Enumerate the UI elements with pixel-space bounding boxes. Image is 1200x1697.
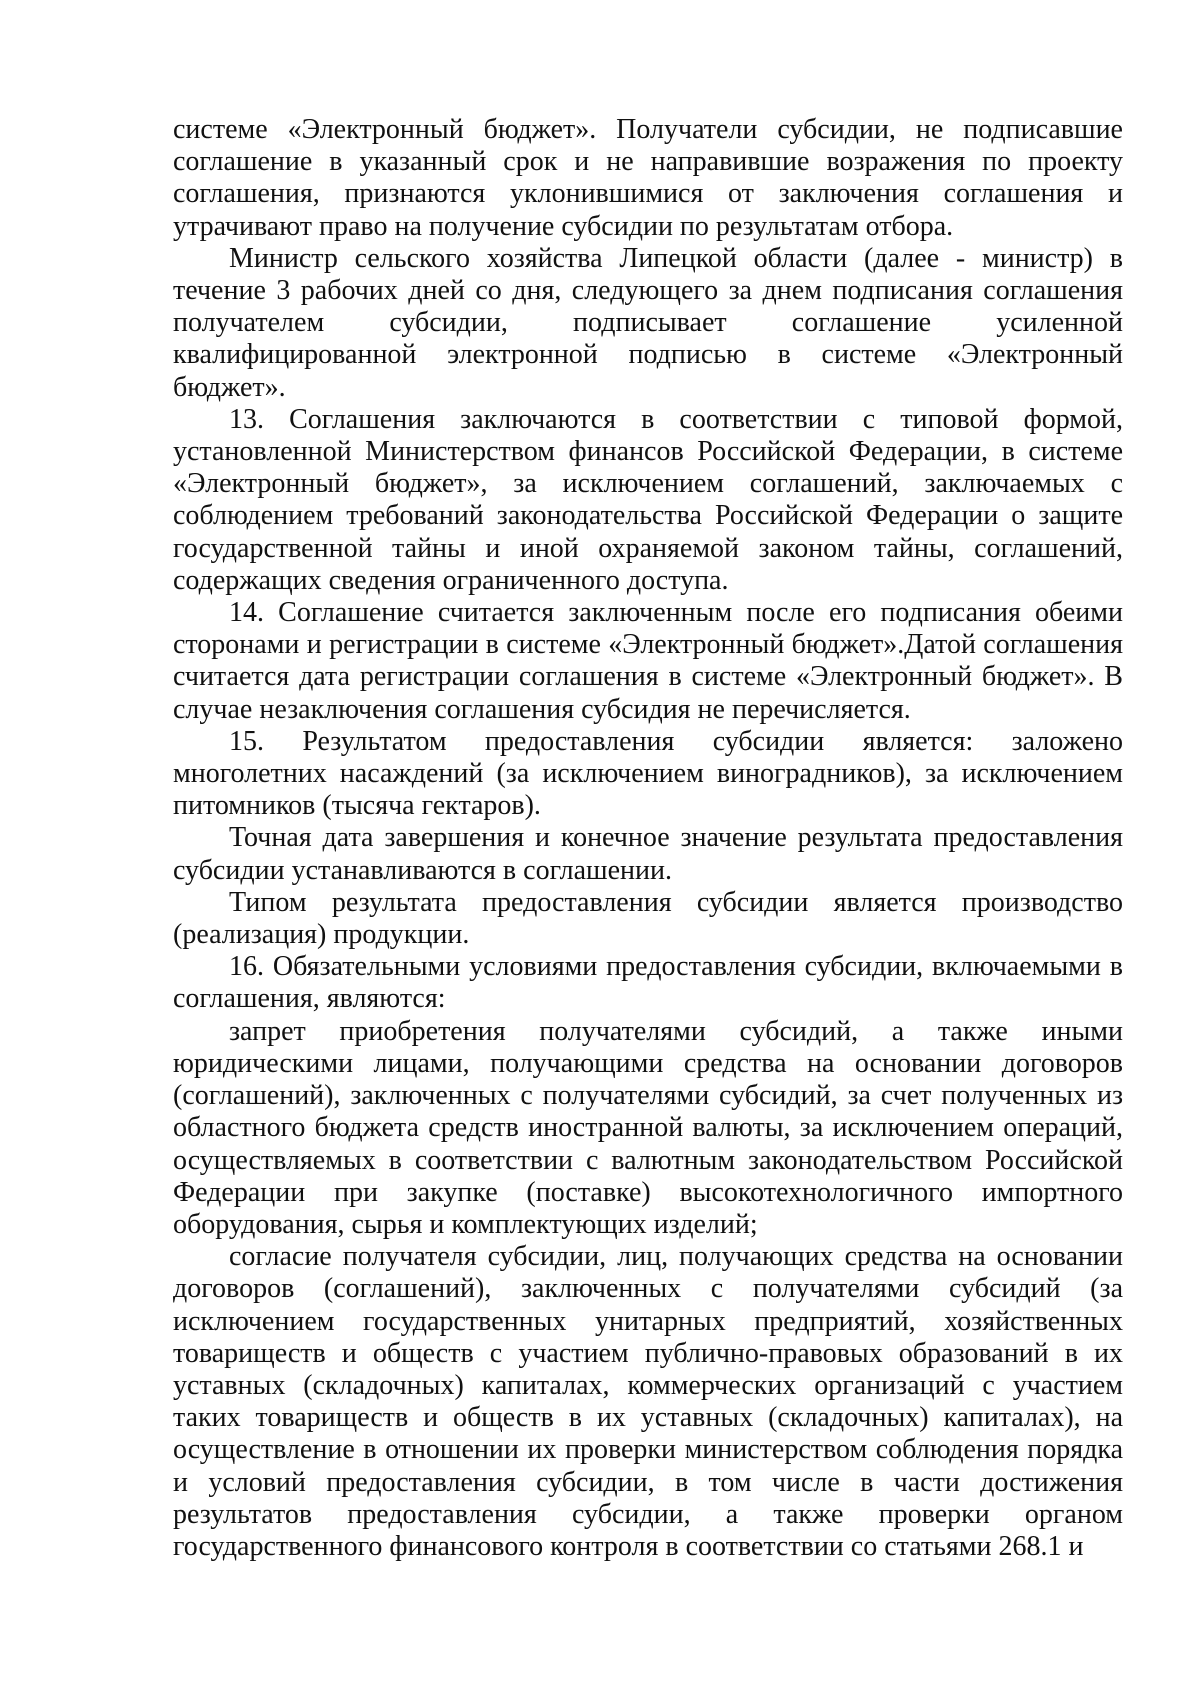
paragraph-14-agreement-concluded: 14. Соглашение считается заключенным после его подписания обеими сторонами и регистрации в системе «Электронный бюджет».Датой соглашения считается дата регистрации соглашения в системе «Электронный бюджет». В случае незаключения соглашения субсидия не перечисляется. bbox=[173, 597, 1123, 725]
paragraph-minister-signature: Министр сельского хозяйства Липецкой области (далее - министр) в течение 3 рабочих дней со дня, следующего за днем подписания соглашения получателем субсидии, подписывает соглашение усиленной квалифицированной электронной подписью в системе «Электронный бюджет». bbox=[173, 242, 1123, 403]
paragraph-result-type: Типом результата предоставления субсидии является производство (реализация) продукции. bbox=[173, 886, 1123, 951]
paragraph-15-subsidy-result: 15. Результатом предоставления субсидии является: заложено многолетних насаждений (за исключением виноградников), за исключением питомников (тысяча гектаров). bbox=[173, 725, 1123, 822]
paragraph-16-mandatory-conditions: 16. Обязательными условиями предоставления субсидии, включаемыми в соглашения, являются: bbox=[173, 951, 1123, 1015]
paragraph-inspection-consent: согласие получателя субсидии, лиц, получающих средства на основании договоров (соглашений), заключенных с получателями субсидий (за исключением государственных унитарных предприятий, хозяйственных товариществ и обществ с участием публично-правовых образований в их уставных (складочных) капиталах, коммерческих организаций с участием таких товариществ и обществ в их уставных (складочных) капиталах), на осуществление в отношении их проверки министерством соблюдения порядка и условий предоставления субсидии, в том числе в части достижения результатов предоставления субсидии, а также проверки органом государственного финансового контроля в соответствии со статьями 268.1 и bbox=[173, 1241, 1123, 1562]
document-body bbox=[173, 114, 1123, 1563]
paragraph-13-standard-form: 13. Соглашения заключаются в соответствии с типовой формой, установленной Министерством финансов Российской Федерации, в системе «Электронный бюджет», за исключением соглашений, заключаемых с соблюдением требований законодательства Российской Федерации о защите государственной тайны и иной охраняемой законом тайны, соглашений, содержащих сведения ограниченного доступа. bbox=[173, 403, 1123, 596]
paragraph-currency-purchase-ban: запрет приобретения получателями субсидий, а также иными юридическими лицами, получающими средства на основании договоров (соглашений), заключенных с получателями субсидий, за счет полученных из областного бюджета средств иностранной валюты, за исключением операций, осуществляемых в соответствии с валютным законодательством Российской Федерации при закупке (поставке) высокотехнологичного импортного оборудования, сырья и комплектующих изделий; bbox=[173, 1015, 1123, 1240]
paragraph-result-date-value: Точная дата завершения и конечное значение результата предоставления субсидии устанавливаются в соглашении. bbox=[173, 822, 1123, 886]
paragraph-continuation-electronic-budget: системе «Электронный бюджет». Получатели субсидии, не подписавшие соглашение в указанный срок и не направившие возражения по проекту соглашения, признаются уклонившимися от заключения соглашения и утрачивают право на получение субсидии по результатам отбора. bbox=[173, 114, 1123, 242]
